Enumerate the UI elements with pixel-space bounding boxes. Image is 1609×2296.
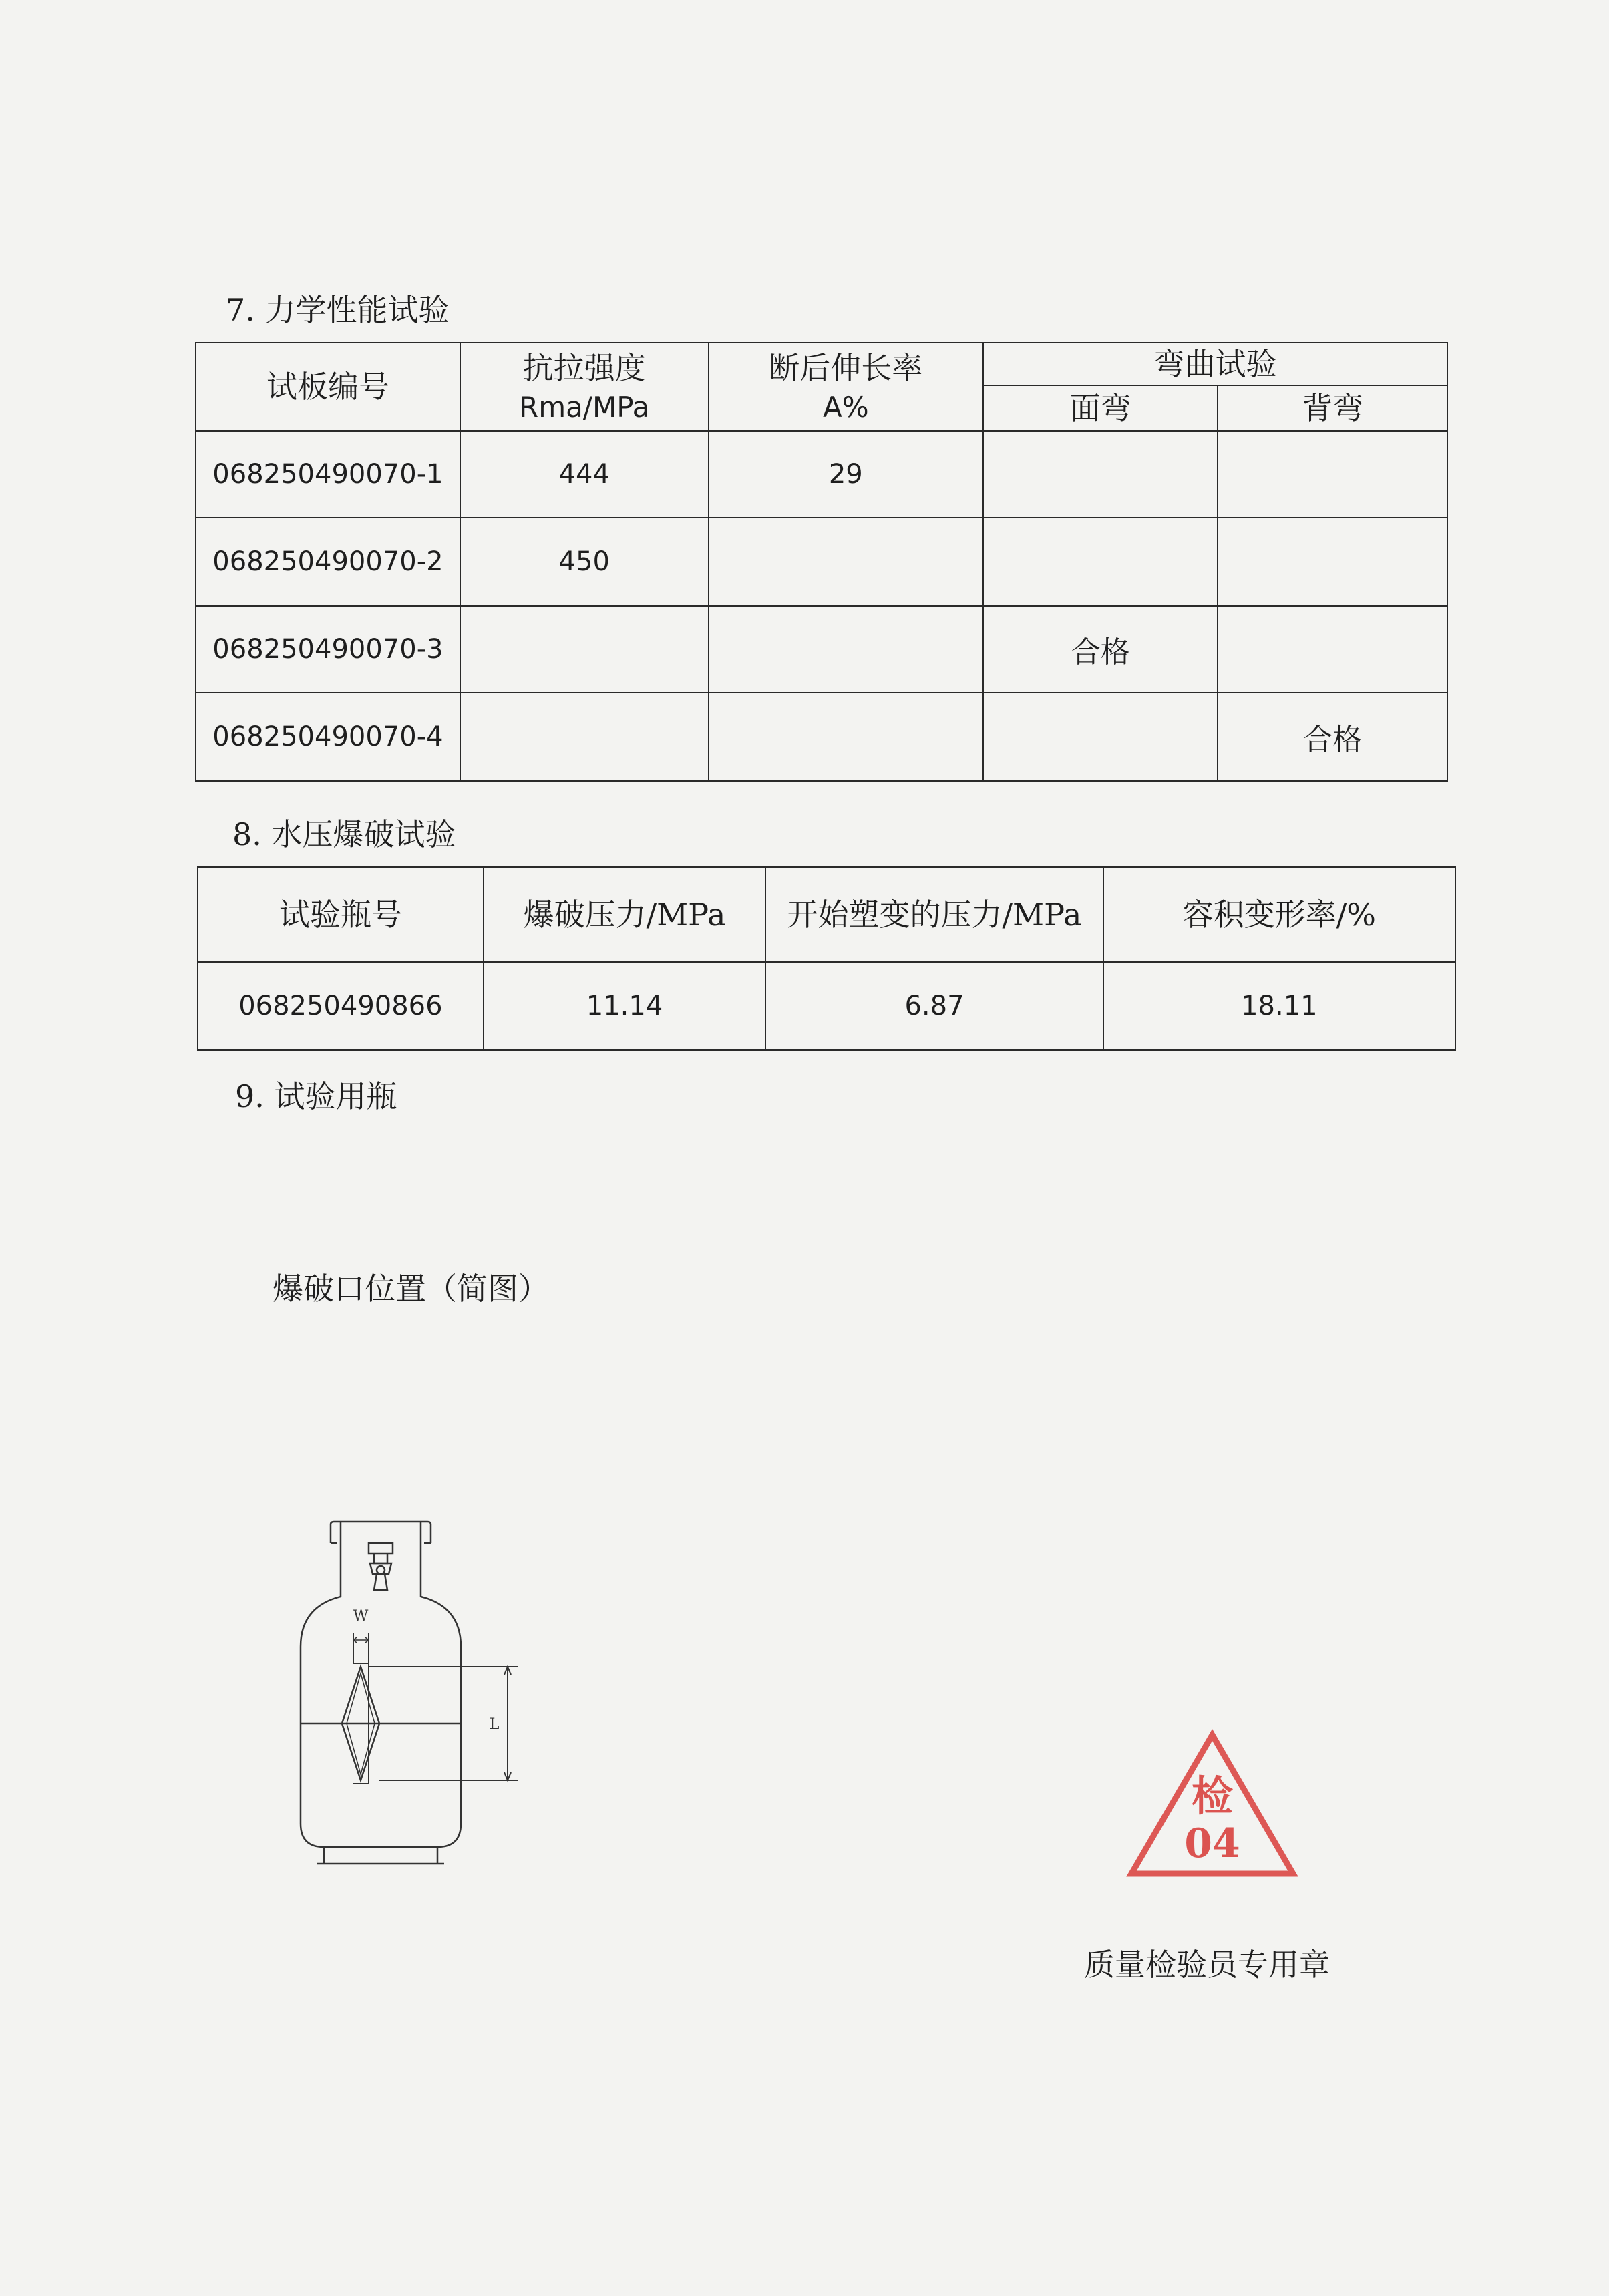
header-elongation — [709, 343, 983, 431]
stamp-text-1: 检 — [1191, 1772, 1234, 1820]
header-bend-test: 弯曲试验 — [983, 343, 1447, 385]
back-bend-result — [1218, 431, 1447, 518]
header-bottle-no: 试验瓶号 — [198, 867, 484, 962]
volume-deformation-value: 18.11 — [1103, 962, 1455, 1050]
tensile-value — [460, 693, 709, 781]
header-burst-pressure: 爆破压力/MPa — [484, 867, 766, 962]
table-row — [196, 606, 1447, 693]
face-bend-result — [983, 693, 1218, 781]
face-bend-result: 合格 — [983, 606, 1218, 693]
section-9-title: 9. 试验用瓶 — [235, 1078, 397, 1114]
dimension-w-label: W — [353, 1608, 369, 1625]
plate-id: 068250490070-4 — [196, 693, 460, 781]
back-bend-result: 合格 — [1218, 693, 1447, 781]
plate-id: 068250490070-1 — [196, 431, 460, 518]
header-face-bend: 面弯 — [983, 385, 1218, 431]
header-tensile — [460, 343, 709, 431]
header-plate-no: 试板编号 — [196, 343, 460, 431]
header-elongation-label: 断后伸长率 — [769, 349, 923, 386]
burst-location-caption: 爆破口位置（简图） — [273, 1271, 549, 1307]
table-row — [196, 518, 1447, 606]
header-yield-pressure: 开始塑变的压力/MPa — [765, 867, 1103, 962]
header-tensile-unit: Rma/MPa — [519, 390, 650, 424]
dimension-l-label: L — [489, 1716, 500, 1733]
burst-pressure-value: 11.14 — [484, 962, 766, 1050]
tensile-value — [460, 606, 709, 693]
face-bend-result — [983, 518, 1218, 606]
elongation-value: 29 — [709, 431, 983, 518]
header-tensile-label: 抗拉强度 — [522, 349, 646, 386]
elongation-value — [709, 518, 983, 606]
bottle-id: 068250490866 — [198, 962, 484, 1050]
section-8-title: 8. 水压爆破试验 — [232, 816, 456, 852]
elongation-value — [709, 606, 983, 693]
inspector-stamp — [1122, 1727, 1302, 1887]
table-row — [198, 962, 1455, 1050]
header-volume-deformation: 容积变形率/% — [1103, 867, 1455, 962]
face-bend-result — [983, 431, 1218, 518]
elongation-value — [709, 693, 983, 781]
header-back-bend: 背弯 — [1218, 385, 1447, 431]
cylinder-diagram — [287, 1510, 541, 1884]
burst-test-table — [197, 866, 1456, 1051]
table-row — [196, 431, 1447, 518]
table-row — [196, 693, 1447, 781]
mechanical-test-table — [195, 342, 1448, 782]
stamp-text-2: 04 — [1184, 1820, 1240, 1867]
plate-id: 068250490070-2 — [196, 518, 460, 606]
yield-pressure-value: 6.87 — [765, 962, 1103, 1050]
tensile-value: 444 — [460, 431, 709, 518]
back-bend-result — [1218, 518, 1447, 606]
back-bend-result — [1218, 606, 1447, 693]
section-7-title: 7. 力学性能试验 — [226, 292, 450, 328]
plate-id: 068250490070-3 — [196, 606, 460, 693]
header-elongation-unit: A% — [822, 390, 869, 424]
tensile-value: 450 — [460, 518, 709, 606]
stamp-caption: 质量检验员专用章 — [1084, 1947, 1330, 1983]
